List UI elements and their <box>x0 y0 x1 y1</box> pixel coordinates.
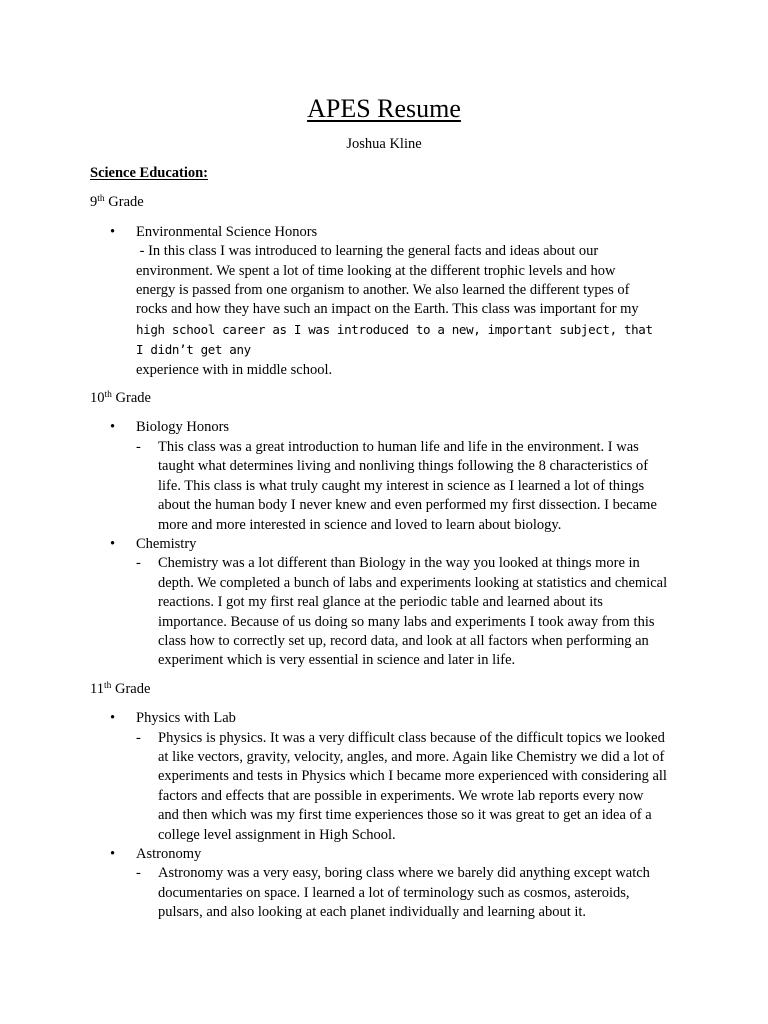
course-list-9 <box>90 223 690 380</box>
course-description <box>90 554 690 670</box>
description-line: environment. We spent a lot of time looking at the different trophic levels and how <box>136 262 616 279</box>
course-item <box>90 418 690 534</box>
grade-suffix: th <box>104 390 112 401</box>
description-text: Chemistry was a lot different than Biology in the way you looked at things more in depth. We completed a bunch of labs and experiments looking at statistics and chemical reactions. I got my first real glance at the periodic table and learned about its importance. Because of us doing so many labs and experiments I took away from this class how to correctly set up, record data, and look at all factors when performing an experiment which is very essential in science and later in life. <box>158 555 668 669</box>
description-prefix: - <box>136 243 149 260</box>
course-name: Astronomy <box>136 846 202 862</box>
author-name: Joshua Kline <box>346 136 422 152</box>
course-name: Chemistry <box>136 535 197 552</box>
grade-suffix: th <box>97 194 105 205</box>
course-description <box>90 438 690 535</box>
grade-number: 11 <box>90 680 104 697</box>
grade-label: Grade <box>114 680 151 697</box>
section-heading: Science Education: <box>90 165 209 181</box>
description-line: energy is passed from one organism to another. We also learned the different types of <box>136 282 630 299</box>
grade-heading-11 <box>90 680 690 699</box>
course-description <box>90 864 690 922</box>
grade-heading-9 <box>90 193 690 212</box>
description-text: Physics is physics. It was a very difficult class because of the difficult topics we looked at like vectors, gravity, velocity, angles, and more. Again like Chemistry we did a lot of experiments and tests in Physics which I became more experienced with considering all factors and effects that are possible in experiments. We wrote lab reports every now and then which was my first time experiences those so it was great to get an idea of a college level assignment in High School. <box>158 729 667 843</box>
grade-number: 9 <box>90 194 98 211</box>
grade-heading-10 <box>90 389 690 408</box>
course-list-10 <box>90 418 690 670</box>
grade-number: 10 <box>90 390 105 407</box>
dash-marker: - <box>136 438 141 455</box>
bullet-icon: • <box>110 223 116 240</box>
dash-marker: - <box>136 865 141 882</box>
grade-suffix: th <box>103 680 112 691</box>
description-text: Astronomy was a very easy, boring class where we barely did anything except watch documentaries on space. I learned a lot of terminology such as cosmos, asteroids, pulsars, and also looking at each planet individually and learning about it. <box>158 865 650 921</box>
course-name: Physics with Lab <box>136 710 236 727</box>
description-line: high school career as I was introduced to a new, important subject, that I didn’t get any <box>136 321 653 358</box>
description-text: This class was a great introduction to human life and life in the environment. I was taught what determines living and nonliving things following the 8 characteristics of life. This class is what truly caught my interest in science as I learned a lot of things about the human body I never knew and even performed my first dissection. I became more and more interested in science and loved to learn about biology. <box>158 438 657 533</box>
description-line: experience with in middle school. <box>136 361 333 378</box>
course-description <box>90 729 690 845</box>
description-line: In this class I was introduced to learning the general facts and ideas about our <box>148 243 599 260</box>
page-title: APES Resume <box>307 94 461 123</box>
course-description <box>136 242 664 380</box>
course-item <box>90 845 690 923</box>
bullet-icon: • <box>110 419 116 436</box>
bullet-icon: • <box>110 535 116 552</box>
grade-label: Grade <box>108 194 144 211</box>
resume-body <box>90 164 690 932</box>
course-item <box>90 709 690 845</box>
dash-marker: - <box>136 555 141 572</box>
course-name: Environmental Science Honors <box>136 223 318 240</box>
course-list-11 <box>90 709 690 922</box>
course-name: Biology Honors <box>136 419 230 436</box>
course-item <box>90 535 690 671</box>
bullet-icon: • <box>110 846 116 862</box>
course-item <box>90 223 690 380</box>
description-line: rocks and how they have such an impact on the Earth. This class was important for my <box>136 301 639 318</box>
dash-marker: - <box>136 729 141 746</box>
bullet-icon: • <box>110 710 116 727</box>
grade-label: Grade <box>115 390 151 407</box>
